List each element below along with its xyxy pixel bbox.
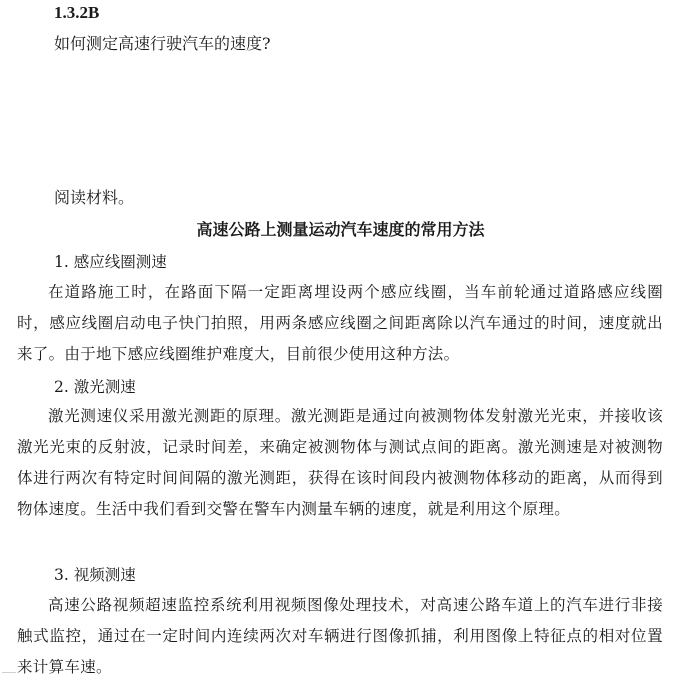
section-body-laser: 激光测速仪采用激光测距的原理。激光测距是通过向被测物体发射激光光束，并接收该激光光束的反射波，记录时间差，来确定被测物体与测试点间的距离。激光测速是对被测物体进行两次有特定时间间隔的激光测距，获得在该时间段内被测物体移动的距离，从而得到物体速度。生活中我们看到交警在警车内测量车辆的速度，就是利用这个原理。	[17, 407, 663, 518]
section-heading-laser: 2. 激光测速	[54, 378, 136, 396]
question-text: 如何测定高速行驶汽车的速度?	[54, 34, 271, 53]
reading-label: 阅读材料。	[54, 188, 135, 207]
section-body-video: 高速公路视频超速监控系统利用视频图像处理技术，对高速公路车道上的汽车进行非接触式监控，通过在一定时间内连续两次对车辆进行图像抓捕，利用图像上特征点的相对位置来计算车速。	[17, 596, 663, 676]
section-heading-inductive-loop: 1. 感应线圈测速	[54, 253, 167, 271]
section-body-inductive-loop: 在道路施工时，在路面下隔一定距离埋设两个感应线圈，当车前轮通过道路感应线圈时，感应线圈启动电子快门拍照，用两条感应线圈之间距离除以汽车通过的时间，速度就出来了。由于地下感应线圈维护难度大，目前很少使用这种方法。	[17, 283, 663, 363]
scan-corner-mark	[2, 672, 16, 682]
problem-code: 1.3.2B	[54, 3, 100, 22]
article-title: 高速公路上测量运动汽车速度的常用方法	[196, 220, 485, 239]
section-heading-video: 3. 视频测速	[54, 566, 136, 584]
